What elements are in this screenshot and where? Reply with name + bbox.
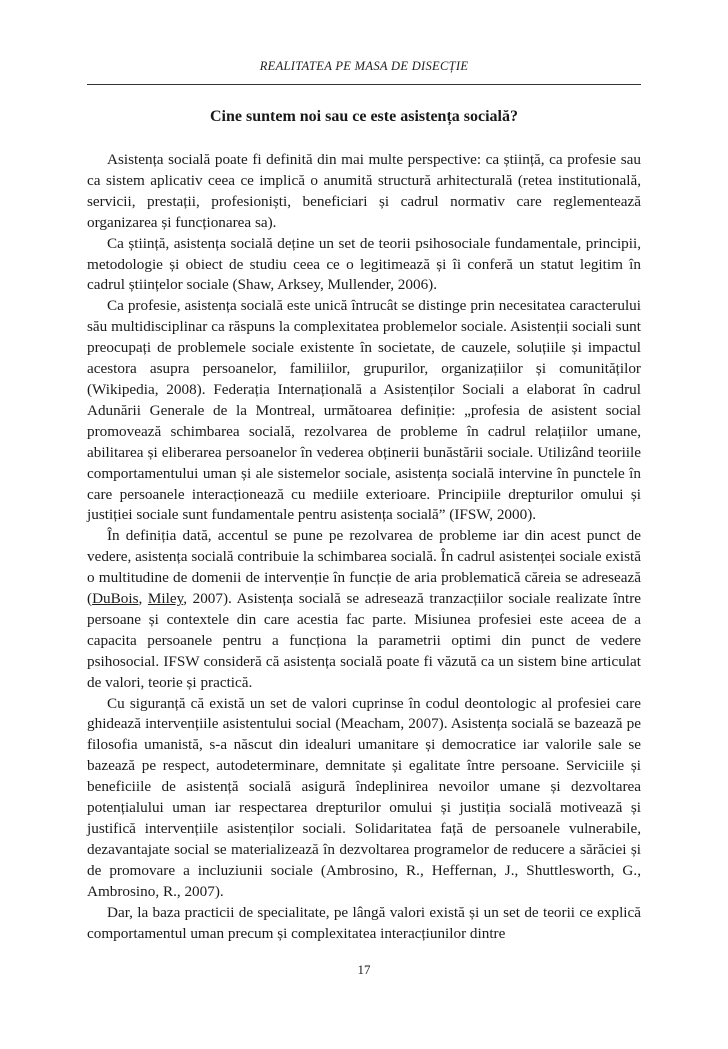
citation-link-dubois[interactable]: DuBois <box>92 590 139 608</box>
paragraph-5: Cu siguranță că există un set de valori cuprinse în codul deontologic al profesiei care ghidează intervențiile asistentului social (Meacham, 2007). Asistența socială se bazează pe filosofia umanistă, s-a născut din idealuri umanitare și democratice iar valorile sale se bazează pe respect, autodeterminare, demnitate și egalitate între persoane. Serviciile și beneficiile de asistență socială asigură îndeplinirea nevoilor umane și dezvoltarea potențialului uman iar respectarea drepturilor omului și justiția socială motivează și justifică intervențiile asistenților sociali. Solidaritatea față de persoanele vulnerabile, dezavantajate social se materializează în dezvoltarea programelor de reducere a sărăciei și de promovare a incluziunii sociale (Ambrosino, R., Heffernan, J., Shuttlesworth, G., Ambrosino, R., 2007). <box>87 694 641 900</box>
running-header: REALITATEA PE MASA DE DISECȚIE <box>259 59 469 73</box>
body-text <box>87 150 641 944</box>
paragraph-3: Ca profesie, asistența socială este unică întrucât se distinge prin necesitatea caracterului său multidisciplinar ca răspuns la complexitatea problemelor sociale. Asistenții sociali sunt preocupați de problemele sociale existente în societate, de cauzele, soluțiile și impactul acestora asupra persoanelor, familiilor, grupurilor, organizațiilor și comunităților (Wikipedia, 2008). Federația Internațională a Asistenților Sociali a elaborat în cadrul Adunării Generale de la Montreal, următoarea definiție: „profesia de asistent social promovează schimbarea socială, rezolvarea de probleme în cadrul relațiilor umane, abilitarea și eliberarea persoanelor în vederea obținerii bunăstării sociale. Utilizând teoriile comportamentului uman și ale sistemelor sociale, asistența socială intervine în punctele în care persoanele interacționează cu mediile exterioare. Principiile drepturilor omului și justiției sociale sunt fundamentale pentru asistența socială” (IFSW, 2000). <box>87 297 641 524</box>
citation-link-miley[interactable]: Miley <box>147 590 184 608</box>
paragraph-4-text-after: , 2007). Asistența socială se adresează tranzacțiilor sociale realizate între persoane și contextele din care acestia fac parte. Misiunea profesiei este aceea de a capacita persoanele pentru a funcționa la parametrii optimi din punct de vedere psihosocial. IFSW consideră că asistența socială poate fi văzută ca un sistem bine articulat de valori, teorie și practică. <box>87 590 641 691</box>
paragraph-4 <box>87 526 641 693</box>
paragraph-4-text-before: În definiția dată, accentul se pune pe rezolvarea de probleme iar din acest punct de vedere, asistența socială contribuie la schimbarea socială. În cadrul asistenței sociale există o multitudine de domenii de intervenție în funcție de aria problematică căreia se adresează ( <box>87 527 641 608</box>
paragraph-4-text-between: , <box>138 590 148 608</box>
header-divider <box>87 84 641 85</box>
page-number: 17 <box>357 962 371 977</box>
section-title: Cine suntem noi sau ce este asistența socială? <box>210 108 518 125</box>
paragraph-2: Ca știință, asistența socială deține un set de teorii psihosociale fundamentale, principii, metodologie și obiect de studiu ceea ce o legitimează și îi conferă un statut legitim în cadrul științelor sociale (Shaw, Arksey, Mullender, 2006). <box>87 234 641 294</box>
paragraph-1: Asistența socială poate fi definită din mai multe perspective: ca știință, ca profesie sau ca sistem aplicativ ceea ce implică o anumită structură arhitecturală (retea institutională, servicii, prestații, profesioniști, beneficiari și cadrul normativ care reglementează organizarea și funcționarea sa). <box>87 151 641 231</box>
paragraph-6: Dar, la baza practicii de specialitate, pe lângă valori există și un set de teorii ce explică comportamentul uman precum și complexitatea interacțiunilor dintre <box>87 903 641 942</box>
